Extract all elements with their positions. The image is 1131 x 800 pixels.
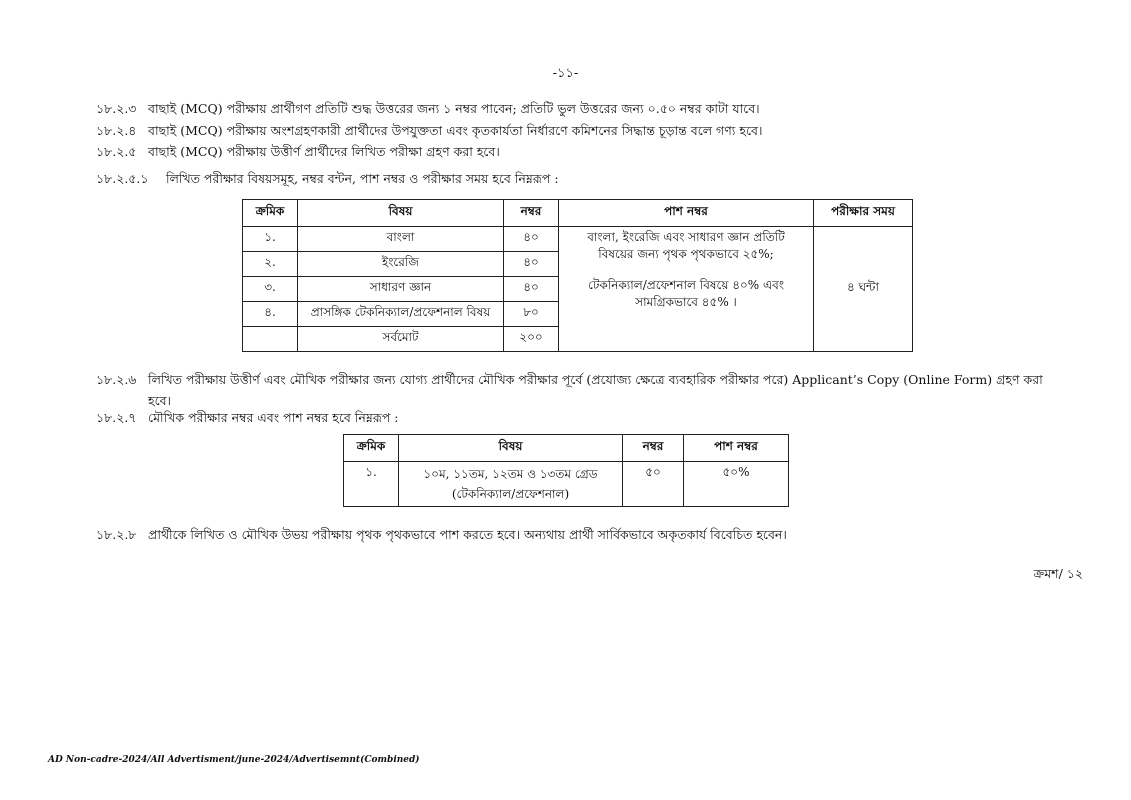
subject-cell: বাংলা [298, 227, 504, 252]
clause-text: বাছাই (MCQ) পরীক্ষায় প্রার্থীগণ প্রতিটি শুদ্ধ উত্তরের জন্য ১ নম্বর পাবেন; প্রতিটি ভুল উত্তরের জন্য ০.৫০ নম্বর কাটা যাবে। [148, 101, 760, 116]
pass-line: টেকনিক্যাল/প্রফেশনাল বিষয়ে ৪০% এবং [588, 278, 784, 292]
clause-18-2-5-1 [96, 168, 559, 189]
pass-line: বিষয়ের জন্য পৃথক পৃথকভাবে ২৫%; [598, 247, 774, 261]
clause-18-2-5 [96, 141, 500, 162]
header-marks: নম্বর [623, 435, 684, 462]
serial-cell-empty [243, 327, 298, 352]
subject-line: ১০ম, ১১তম, ১২তম ও ১৩তম গ্রেড [423, 467, 598, 481]
serial-cell: ১. [344, 462, 399, 507]
subject-cell: সাধারণ জ্ঞান [298, 277, 504, 302]
pass-marks-cell [559, 227, 814, 352]
clause-18-2-8 [96, 524, 787, 545]
subject-cell: ইংরেজি [298, 252, 504, 277]
total-label-cell: সর্বমোট [298, 327, 504, 352]
clause-text: বাছাই (MCQ) পরীক্ষায় উত্তীর্ণ প্রার্থীদের লিখিত পরীক্ষা গ্রহণ করা হবে। [148, 144, 500, 159]
clause-text: লিখিত পরীক্ষার বিষয়সমূহ, নম্বর বন্টন, পাশ নম্বর ও পরীক্ষার সময় হবে নিম্নরূপ : [166, 171, 559, 186]
serial-cell: ৪. [243, 302, 298, 327]
subject-line: (টেকনিক্যাল/প্রফেশনাল) [451, 487, 570, 501]
written-exam-table [242, 199, 913, 352]
marks-cell: ৪০ [504, 277, 559, 302]
subject-cell [399, 462, 623, 507]
header-subject: বিষয় [399, 435, 623, 462]
table-row [243, 227, 913, 252]
serial-cell: ৩. [243, 277, 298, 302]
pass-line: বাংলা, ইংরেজি এবং সাধারণ জ্ঞান প্রতিটি [587, 230, 785, 244]
clause-number: ১৮.২.৫.১ [96, 171, 149, 186]
serial-cell: ২. [243, 252, 298, 277]
subject-cell: প্রাসঙ্গিক টেকনিক্যাল/প্রফেশনাল বিষয় [298, 302, 504, 327]
header-serial: ক্রমিক [243, 200, 298, 227]
page-number: -১১- [552, 66, 579, 81]
clause-number: ১৮.২.৬ [96, 372, 137, 387]
pass-marks-cell: ৫০% [684, 462, 789, 507]
header-marks: নম্বর [504, 200, 559, 227]
clause-18-2-6 [96, 369, 1071, 411]
serial-cell: ১. [243, 227, 298, 252]
clause-18-2-4 [96, 120, 762, 141]
table-header-row [344, 435, 789, 462]
clause-text: প্রার্থীকে লিখিত ও মৌখিক উভয় পরীক্ষায় পৃথক পৃথকভাবে পাশ করতে হবে। অন্যথায় প্রার্থী সার্বিকভাবে অকৃতকার্য বিবেচিত হবেন। [148, 527, 787, 542]
clause-18-2-7 [96, 407, 399, 428]
table-row [344, 462, 789, 507]
header-exam-time: পরীক্ষার সময় [814, 200, 913, 227]
table-header-row [243, 200, 913, 227]
clause-number: ১৮.২.৩ [96, 101, 137, 116]
viva-exam-table [343, 434, 789, 507]
marks-cell: ৫০ [623, 462, 684, 507]
clause-text-continued: হবে। [148, 393, 172, 408]
clause-text: বাছাই (MCQ) পরীক্ষায় অংশগ্রহণকারী প্রার্থীদের উপযুক্ততা এবং কৃতকার্যতা নির্ধারণে কমিশনের সিদ্ধান্ত চূড়ান্ত বলে গণ্য হবে। [148, 123, 763, 138]
footer-file-path: AD Non-cadre-2024/All Advertisment/june-2024/Advertisemnt(Combined) [48, 755, 420, 765]
clause-number: ১৮.২.৭ [96, 410, 137, 425]
clause-number: ১৮.২.৫ [96, 144, 137, 159]
header-subject: বিষয় [298, 200, 504, 227]
clause-18-2-3 [96, 98, 760, 119]
header-pass-marks: পাশ নম্বর [559, 200, 814, 227]
clause-number: ১৮.২.৪ [96, 123, 137, 138]
clause-number: ১৮.২.৮ [96, 527, 137, 542]
marks-cell: ৪০ [504, 252, 559, 277]
clause-text: মৌখিক পরীক্ষার নম্বর এবং পাশ নম্বর হবে নিম্নরূপ : [148, 410, 399, 425]
marks-cell: ৪০ [504, 227, 559, 252]
pass-line: সামগ্রিকভাবে ৪৫% । [635, 295, 737, 309]
exam-time-cell: ৪ ঘন্টা [814, 227, 913, 352]
header-serial: ক্রমিক [344, 435, 399, 462]
clause-text: লিখিত পরীক্ষায় উত্তীর্ণ এবং মৌখিক পরীক্ষার জন্য যোগ্য প্রার্থীদের মৌখিক পরীক্ষার পূর্বে (প্রযোজ্য ক্ষেত্রে ব্যবহারিক পরীক্ষার পরে) Applicant’s Copy (Online Form) গ্রহণ করা [148, 372, 1043, 387]
total-marks-cell: ২০০ [504, 327, 559, 352]
continued-label: ক্রমশ/ ১২ [1033, 566, 1083, 581]
marks-cell: ৮০ [504, 302, 559, 327]
header-pass-marks: পাশ নম্বর [684, 435, 789, 462]
